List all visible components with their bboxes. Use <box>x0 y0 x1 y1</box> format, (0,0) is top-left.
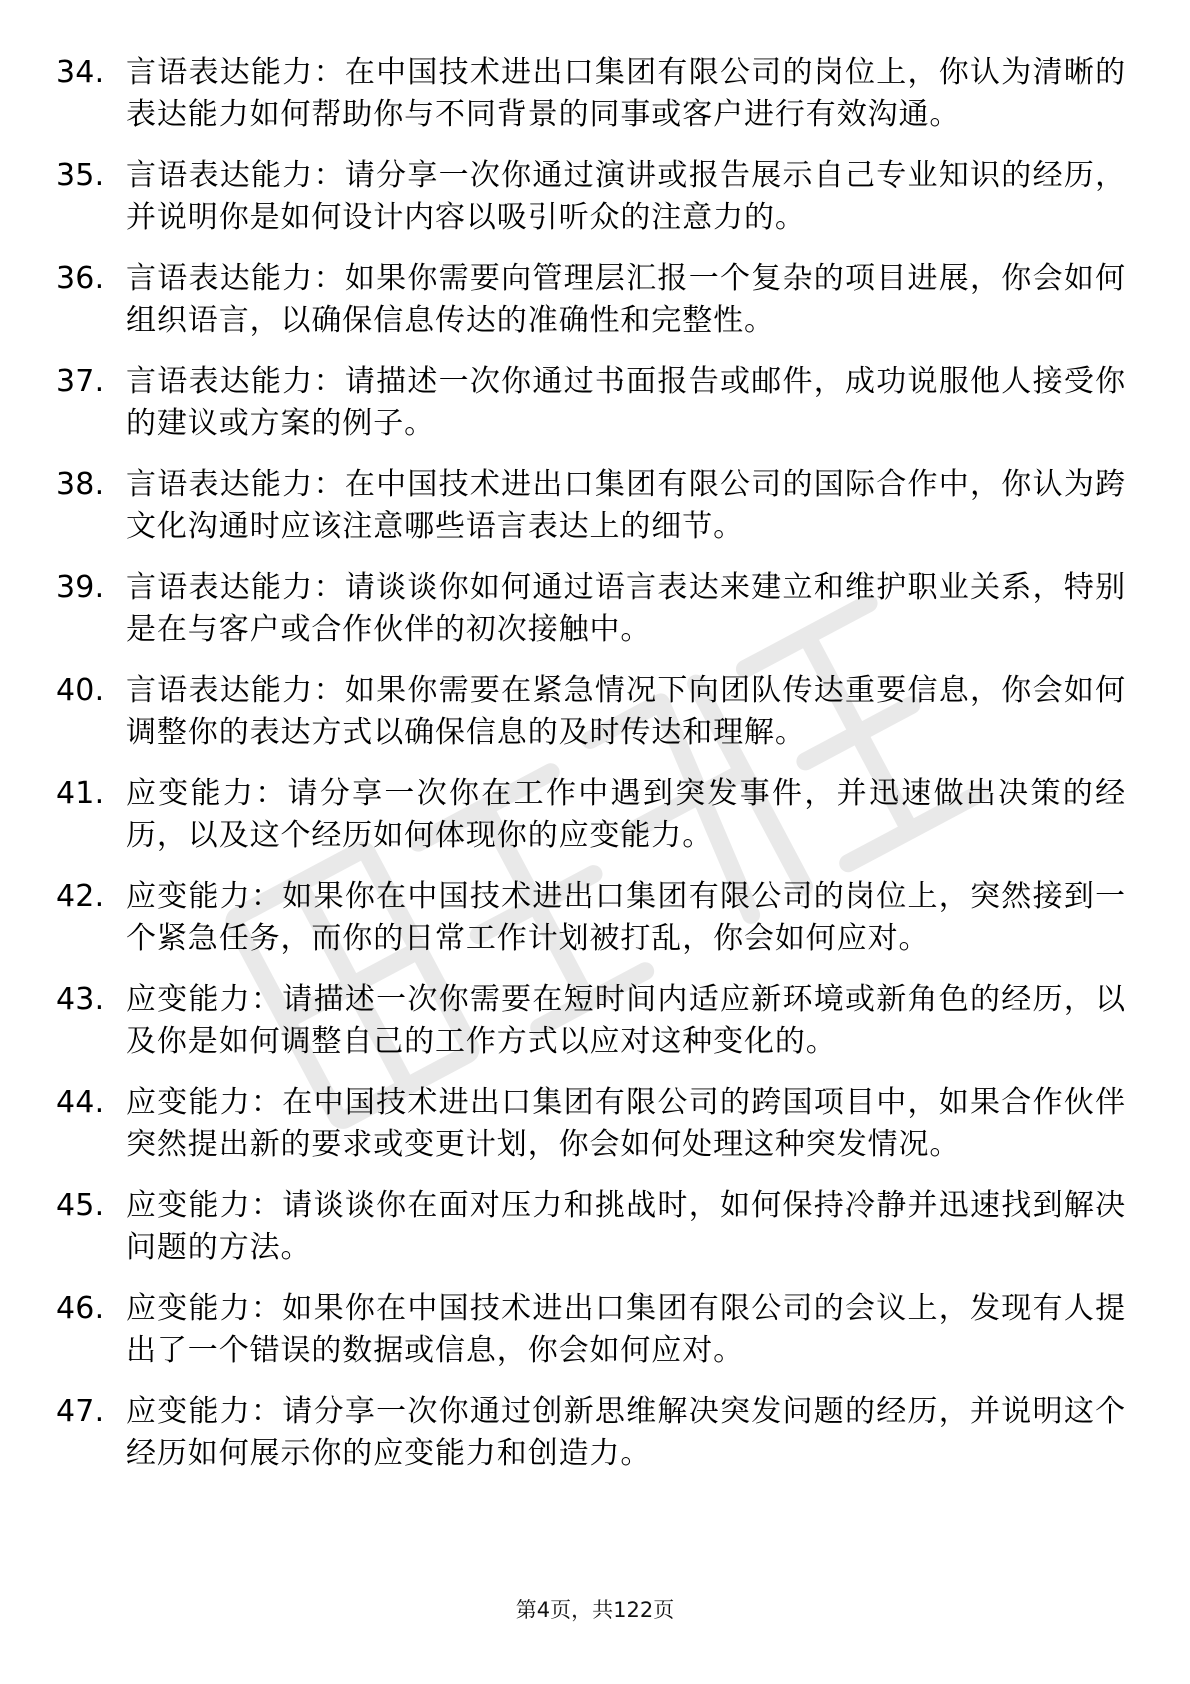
list-item <box>56 258 1126 342</box>
question-text: 言语表达能力：如果你需要向管理层汇报一个复杂的项目进展，你会如何组织语言，以确保信息传达的准确性和完整性。 <box>126 261 1126 338</box>
question-number: 45. <box>56 1188 105 1223</box>
question-number: 35. <box>56 158 105 193</box>
list-item <box>56 361 1126 445</box>
list-item <box>56 773 1126 857</box>
question-text: 应变能力：请分享一次你在工作中遇到突发事件，并迅速做出决策的经历，以及这个经历如何体现你的应变能力。 <box>126 776 1126 853</box>
list-item <box>56 1185 1126 1269</box>
question-text: 言语表达能力：请描述一次你通过书面报告或邮件，成功说服他人接受你的建议或方案的例子。 <box>126 364 1126 441</box>
question-text: 言语表达能力：请谈谈你如何通过语言表达来建立和维护职业关系，特别是在与客户或合作伙伴的初次接触中。 <box>126 570 1126 647</box>
list-item <box>56 155 1126 239</box>
question-number: 47. <box>56 1394 105 1429</box>
question-number: 43. <box>56 982 105 1017</box>
list-item <box>56 464 1126 548</box>
question-number: 40. <box>56 673 105 708</box>
question-text: 言语表达能力：在中国技术进出口集团有限公司的岗位上，你认为清晰的表达能力如何帮助你与不同背景的同事或客户进行有效沟通。 <box>126 55 1126 132</box>
list-item <box>56 876 1126 960</box>
question-text: 应变能力：请谈谈你在面对压力和挑战时，如何保持冷静并迅速找到解决问题的方法。 <box>126 1188 1126 1265</box>
question-number: 46. <box>56 1291 105 1326</box>
question-number: 37. <box>56 364 105 399</box>
list-item <box>56 52 1126 136</box>
question-number: 44. <box>56 1085 105 1120</box>
question-text: 应变能力：如果你在中国技术进出口集团有限公司的岗位上，突然接到一个紧急任务，而你的日常工作计划被打乱，你会如何应对。 <box>126 879 1126 956</box>
question-text: 言语表达能力：如果你需要在紧急情况下向团队传达重要信息，你会如何调整你的表达方式以确保信息的及时传达和理解。 <box>126 673 1126 750</box>
question-list <box>56 52 1126 1494</box>
question-text: 言语表达能力：在中国技术进出口集团有限公司的国际合作中，你认为跨文化沟通时应该注意哪些语言表达上的细节。 <box>126 467 1126 544</box>
question-text: 应变能力：请分享一次你通过创新思维解决突发问题的经历，并说明这个经历如何展示你的应变能力和创造力。 <box>126 1394 1126 1471</box>
question-number: 34. <box>56 55 105 90</box>
question-number: 42. <box>56 879 105 914</box>
question-text: 应变能力：请描述一次你需要在短时间内适应新环境或新角色的经历，以及你是如何调整自己的工作方式以应对这种变化的。 <box>126 982 1126 1059</box>
page-footer <box>0 1596 1190 1624</box>
page-number-label: 第4页，共122页 <box>515 1598 675 1622</box>
list-item <box>56 567 1126 651</box>
question-number: 39. <box>56 570 105 605</box>
question-text: 言语表达能力：请分享一次你通过演讲或报告展示自己专业知识的经历，并说明你是如何设计内容以吸引听众的注意力的。 <box>126 158 1126 235</box>
question-text: 应变能力：如果你在中国技术进出口集团有限公司的会议上，发现有人提出了一个错误的数据或信息，你会如何应对。 <box>126 1291 1126 1368</box>
question-text: 应变能力：在中国技术进出口集团有限公司的跨国项目中，如果合作伙伴突然提出新的要求或变更计划，你会如何处理这种突发情况。 <box>126 1085 1126 1162</box>
list-item <box>56 1082 1126 1166</box>
list-item <box>56 1391 1126 1475</box>
question-number: 41. <box>56 776 105 811</box>
question-number: 38. <box>56 467 105 502</box>
list-item <box>56 979 1126 1063</box>
list-item <box>56 670 1126 754</box>
question-number: 36. <box>56 261 105 296</box>
list-item <box>56 1288 1126 1372</box>
